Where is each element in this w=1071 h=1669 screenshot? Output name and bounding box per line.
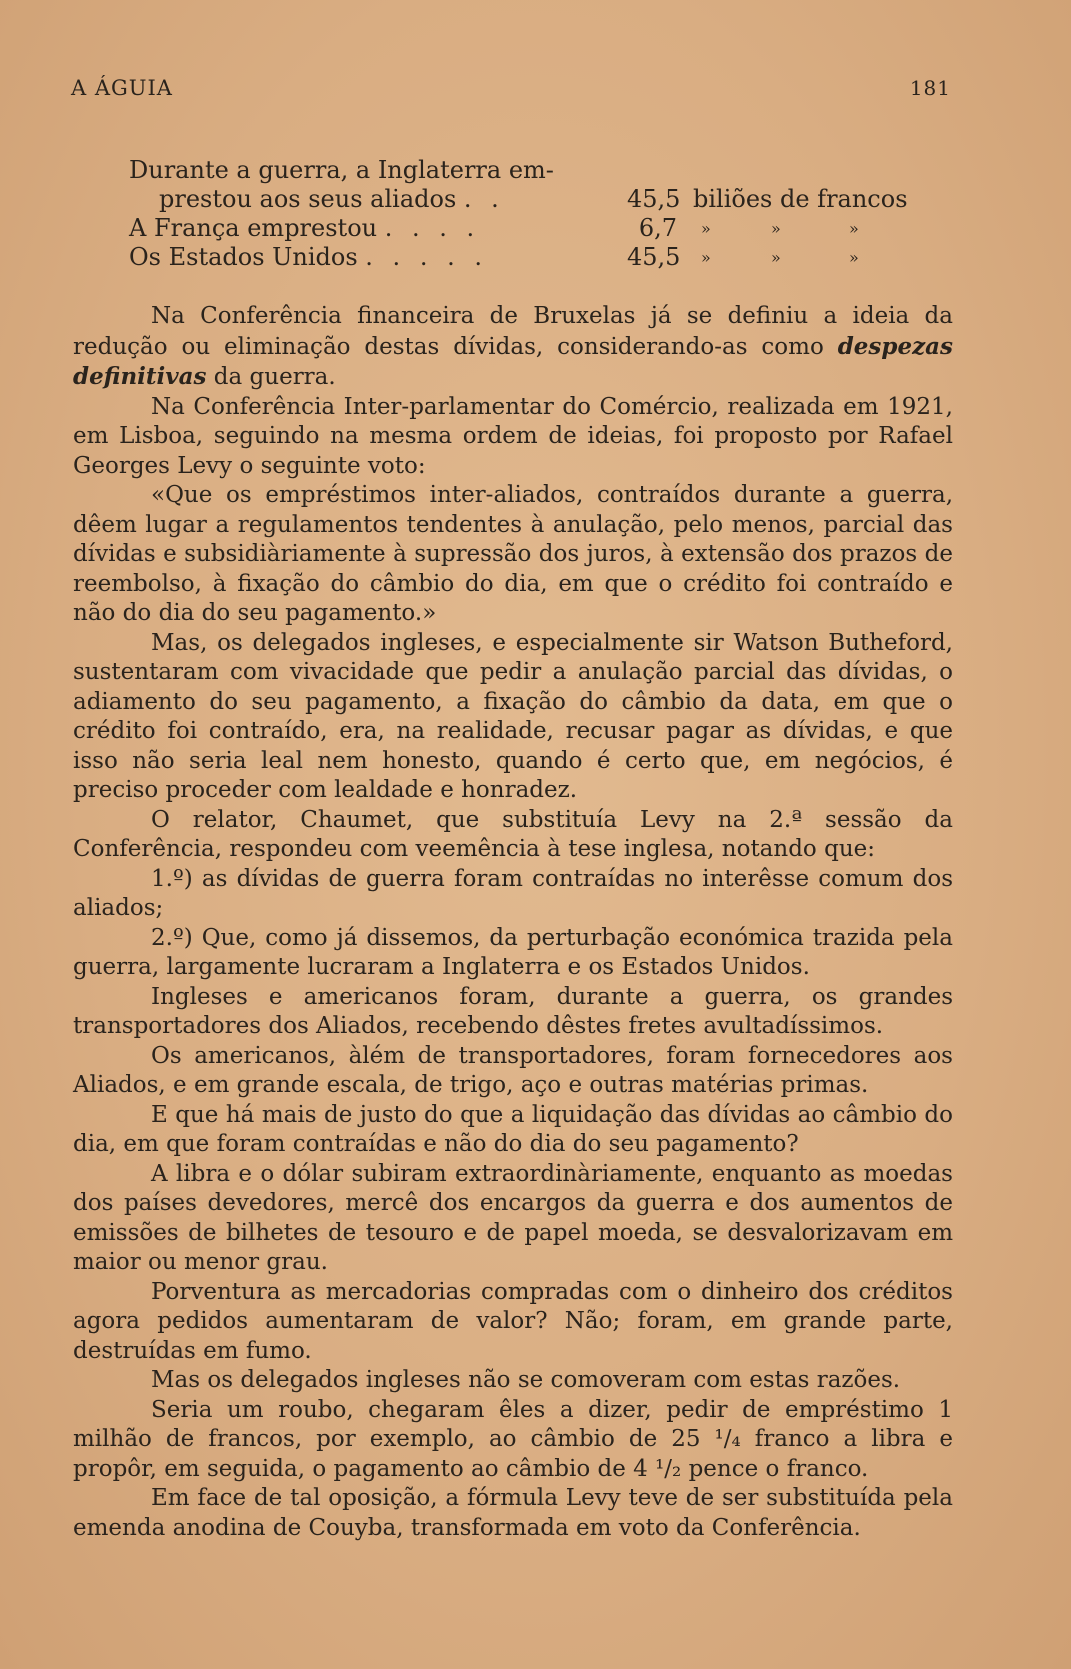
row-unit: biliões de francos bbox=[693, 185, 908, 213]
row-value: 6,7 bbox=[638, 214, 677, 242]
ditto-mark: » bbox=[771, 219, 781, 238]
row-value: 45,5 bbox=[627, 185, 681, 213]
table-row bbox=[129, 214, 909, 243]
loans-table bbox=[129, 156, 909, 272]
ditto-mark: » bbox=[849, 219, 859, 238]
paragraph: E que há mais de justo do que a liquidação das dívidas ao câmbio do dia, em que foram contraídas e não do dia do seu pagamento? bbox=[73, 1101, 953, 1157]
row-label: Os Estados Unidos . . . . . bbox=[129, 243, 488, 271]
paragraph: Na Conferência financeira de Bruxelas já se definiu a ideia da redução ou eliminação destas dívidas, considerando-as como despezas definitivas da guerra. bbox=[73, 303, 953, 390]
paragraph: Na Conferência Inter-parlamentar do Comércio, realizada em 1921, em Lisboa, seguindo na mesma ordem de ideias, foi proposto por Rafael Georges Levy o seguinte voto: bbox=[73, 393, 953, 479]
paragraph: Mas, os delegados ingleses, e especialmente sir Watson Butheford, sustentaram com vivacidade que pedir a anulação parcial das dívidas, o adiamento do seu pagamento, a fixação do câmbio da data, em que o crédito foi contraído, era, na realidade, recusar pagar as dívidas, e que isso não seria leal nem honesto, quando é certo que, em negócios, é preciso proceder com lealdade e honradez. bbox=[73, 629, 953, 803]
ditto-mark: » bbox=[701, 219, 711, 238]
paragraph: Os americanos, àlém de transportadores, foram fornecedores aos Aliados, e em grande escala, de trigo, aço e outras matérias primas. bbox=[73, 1042, 953, 1098]
ditto-mark: » bbox=[701, 248, 711, 267]
article-body bbox=[73, 302, 953, 1543]
paragraph: Seria um roubo, chegaram êles a dizer, pedir de empréstimo 1 milhão de francos, por exemplo, ao câmbio de 25 ¹/₄ franco a libra e propôr, em seguida, o pagamento ao câmbio de 4 ¹/₂ pence o franco. bbox=[73, 1396, 953, 1482]
paragraph: Porventura as mercadorias compradas com o dinheiro dos créditos agora pedidos aumentaram de valor? Não; foram, em grande parte, destruídas em fumo. bbox=[73, 1278, 953, 1364]
row-label: prestou aos seus aliados . . bbox=[159, 185, 505, 213]
table-row bbox=[129, 185, 909, 214]
paragraph: 1.º) as dívidas de guerra foram contraídas no interêsse comum dos aliados; bbox=[73, 865, 953, 921]
emphasis: despezas definitivas bbox=[73, 332, 953, 390]
ditto-mark: » bbox=[771, 248, 781, 267]
paragraph: Mas os delegados ingleses não se comoveram com estas razões. bbox=[151, 1367, 901, 1393]
table-row bbox=[129, 156, 909, 185]
paragraph: Ingleses e americanos foram, durante a guerra, os grandes transportadores dos Aliados, recebendo dêstes fretes avultadíssimos. bbox=[73, 983, 953, 1039]
paragraph: Em face de tal oposição, a fórmula Levy teve de ser substituída pela emenda anodina de Couyba, transformada em voto da Conferência. bbox=[73, 1485, 953, 1541]
row-label: A França emprestou . . . . bbox=[129, 214, 481, 242]
paragraph: O relator, Chaumet, que substituía Levy na 2.ª sessão da Conferência, respondeu com veemência à tese inglesa, notando que: bbox=[73, 806, 953, 862]
ditto-mark: » bbox=[849, 248, 859, 267]
page-number: 181 bbox=[909, 76, 951, 100]
running-head bbox=[71, 76, 951, 106]
paragraph: «Que os empréstimos inter-aliados, contraídos durante a guerra, dêem lugar a regulamentos tendentes à anulação, pelo menos, parcial das dívidas e subsidiàriamente à supressão dos juros, à extensão dos prazos de reembolso, à fixação do câmbio do dia, em que o crédito foi contraído e não do dia do seu pagamento.» bbox=[73, 482, 953, 626]
journal-title: A ÁGUIA bbox=[71, 76, 173, 100]
paragraph: 2.º) Que, como já dissemos, da perturbação económica trazida pela guerra, largamente lucraram a Inglaterra e os Estados Unidos. bbox=[73, 924, 953, 980]
row-label: Durante a guerra, a Inglaterra em- bbox=[129, 156, 554, 184]
table-row bbox=[129, 243, 909, 272]
paragraph: A libra e o dólar subiram extraordinàriamente, enquanto as moedas dos países devedores, mercê dos encargos da guerra e dos aumentos de emissões de bilhetes de tesouro e de papel moeda, se desvalorizavam em maior ou menor grau. bbox=[73, 1160, 953, 1275]
row-value: 45,5 bbox=[627, 243, 681, 271]
